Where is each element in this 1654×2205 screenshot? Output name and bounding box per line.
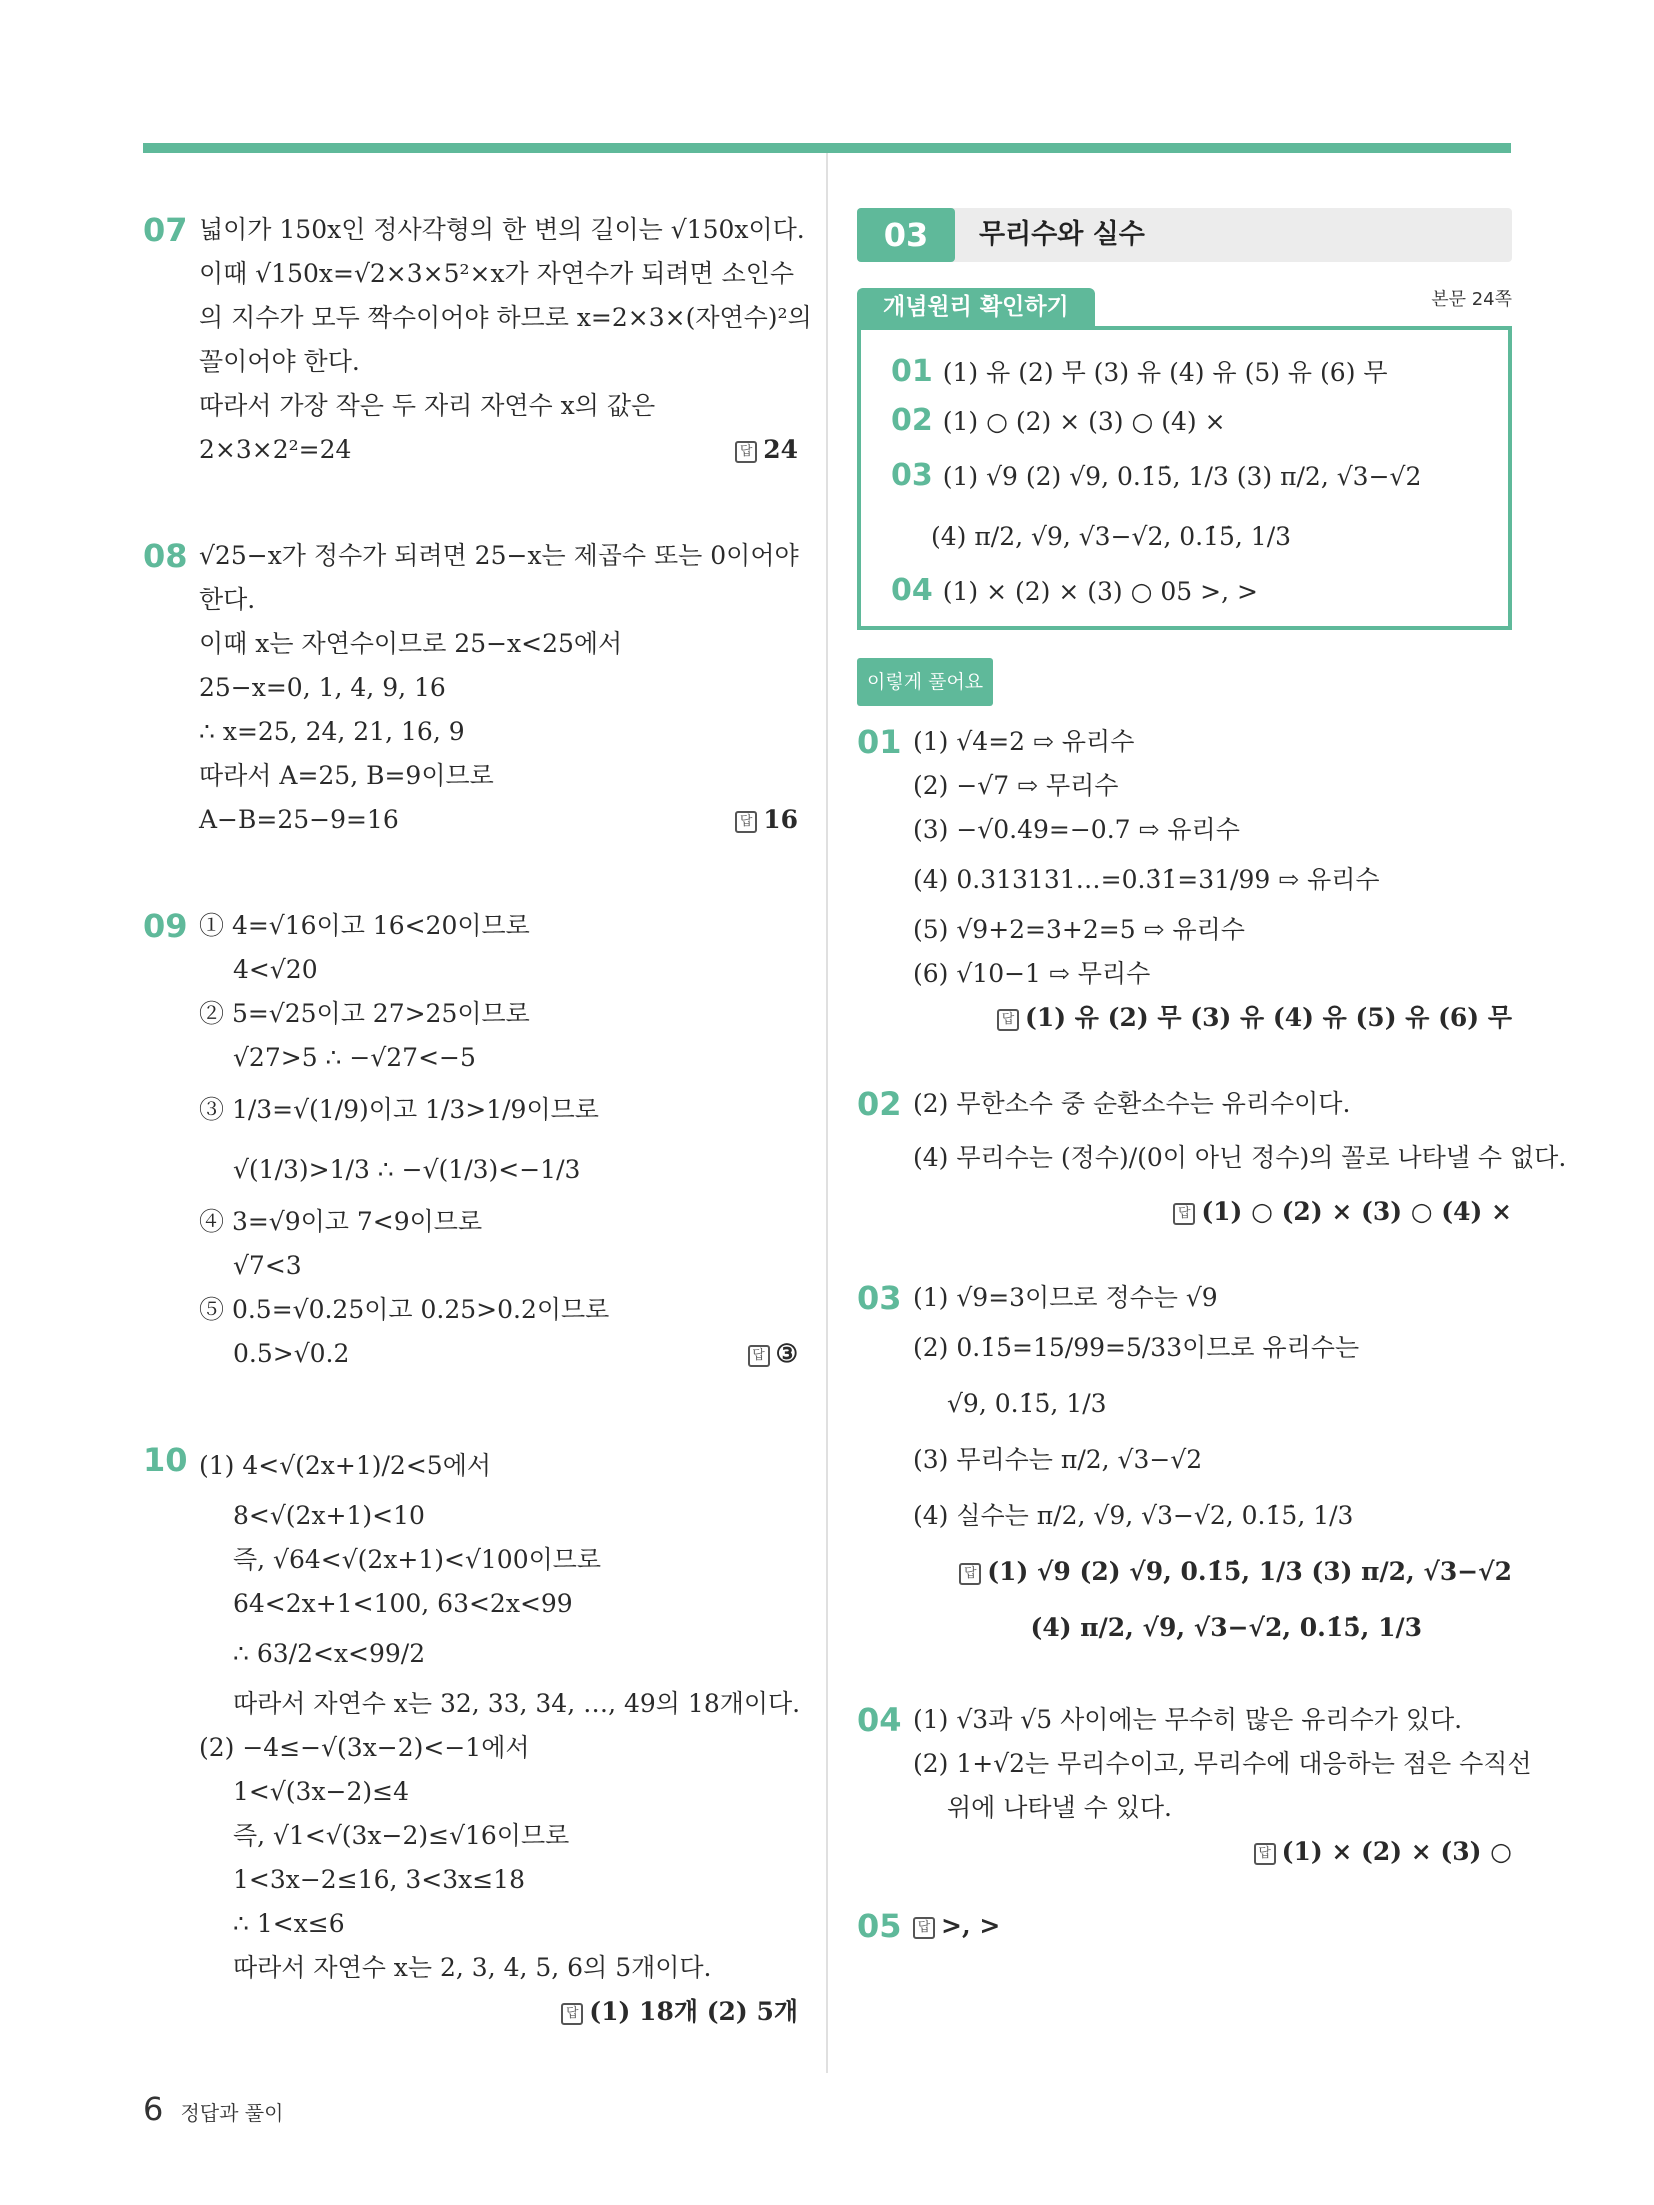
solution-line: 따라서 A=25, B=9이므로 [199, 761, 494, 790]
answer-icon: 답 [997, 1009, 1019, 1031]
solution-line: 넓이가 150x인 정사각형의 한 변의 길이는 √150x이다. [199, 215, 805, 244]
solution-line: (2) 무한소수 중 순환소수는 유리수이다. [913, 1089, 1351, 1118]
solution-line: (4) 무리수는 (정수)/(0이 아닌 정수)의 꼴로 나타낼 수 없다. [913, 1143, 1567, 1172]
solution-01 [857, 720, 1512, 1040]
problem-number: 07 [143, 211, 188, 249]
solution-line: 따라서 자연수 x는 32, 33, 34, …, 49의 18개이다. [233, 1689, 801, 1718]
item-number: 02 [891, 403, 933, 438]
solution-line: (2) 0.1̇5̇=15/99=5/33이므로 유리수는 [913, 1333, 1360, 1362]
solution-line: 1<3x−2≤16, 3<3x≤18 [233, 1865, 525, 1894]
solution-line: 즉, √1<√(3x−2)≤√16이므로 [233, 1821, 570, 1850]
answer-icon: 답 [748, 1345, 770, 1367]
answer-icon: 답 [735, 811, 757, 833]
solution-line: 이때 √150x=√2×3×5²×x가 자연수가 되려면 소인수 [199, 259, 795, 288]
problem-number: 01 [857, 723, 902, 761]
answer: 답 16 [735, 798, 798, 842]
solution-line: 한다. [199, 585, 256, 614]
solution-line: (1) √9=3이므로 정수는 √9 [913, 1283, 1218, 1312]
page-reference: 본문 24쪽 [1431, 289, 1512, 310]
section-header [857, 208, 1512, 262]
problem-number: 09 [143, 907, 188, 945]
solution-line: (6) √10−1 ⇨ 무리수 [913, 959, 1151, 988]
solution-line: 위에 나타낼 수 있다. [947, 1793, 1172, 1822]
solution-line: A−B=25−9=16 [199, 805, 399, 834]
solution-line: √(1/3)>1/3 ∴ −√(1/3)<−1/3 [233, 1155, 581, 1184]
answer-icon: 답 [735, 441, 757, 463]
item-number: 04 [891, 573, 933, 608]
answer-icon: 답 [959, 1563, 981, 1585]
concept-line: 01 (1) 유 (2) 무 (3) 유 (4) 유 (5) 유 (6) 무 [891, 354, 1388, 389]
solution-line: 이때 x는 자연수이므로 25−x<25에서 [199, 629, 623, 658]
solution-line: √25−x가 정수가 되려면 25−x는 제곱수 또는 0이어야 [199, 541, 799, 570]
solution-line: 4<√20 [233, 955, 318, 984]
answer: 답 (1) × (2) × (3) ○ [913, 1830, 1512, 1874]
concept-line: 03 (1) √9 (2) √9, 0.1̇5̇, 1/3 (3) π/2, √3−√2 [891, 458, 1422, 493]
solution-line: √7<3 [233, 1251, 302, 1280]
answer: 답 24 [735, 428, 798, 472]
solution-05 [857, 1904, 1512, 1948]
solution-line: (3) 무리수는 π/2, √3−√2 [913, 1445, 1203, 1474]
answer: 답 (1) ○ (2) × (3) ○ (4) × [913, 1190, 1512, 1234]
concept-tab-row [857, 288, 1512, 326]
page-number: 6 [143, 2090, 164, 2128]
answer: 답 (1) 유 (2) 무 (3) 유 (4) 유 (5) 유 (6) 무 [913, 996, 1512, 1040]
solution-line: ∴ 63/2<x<99/2 [233, 1639, 426, 1668]
solution-line: √9, 0.1̇5̇, 1/3 [947, 1389, 1107, 1418]
problem-08 [143, 534, 798, 842]
answer-icon: 답 [1173, 1203, 1195, 1225]
solution-line: 즉, √64<√(2x+1)<√100이므로 [233, 1545, 602, 1574]
solution-04 [857, 1698, 1532, 1874]
solution-line: 64<2x+1<100, 63<2x<99 [233, 1589, 573, 1618]
solution-line: ① 4=√16이고 16<20이므로 [199, 911, 530, 940]
answer: 답 ③ [748, 1332, 798, 1376]
solution-line: ∴ x=25, 24, 21, 16, 9 [199, 717, 465, 746]
solution-badge: 이렇게 풀어요 [857, 658, 993, 706]
solution-line: 따라서 자연수 x는 2, 3, 4, 5, 6의 5개이다. [233, 1953, 712, 1982]
solution-line: 0.5>√0.2 [233, 1339, 350, 1368]
solution-line: 25−x=0, 1, 4, 9, 16 [199, 673, 446, 702]
answer: 답 >, > [913, 1904, 1512, 1948]
solution-line: 꼴이어야 한다. [199, 347, 360, 376]
solution-line: ∴ 1<x≤6 [233, 1909, 345, 1938]
concept-line: (4) π/2, √9, √3−√2, 0.1̇5̇, 1/3 [931, 522, 1292, 551]
section-title: 무리수와 실수 [979, 219, 1145, 250]
section-number: 03 [857, 208, 955, 262]
page-footer [143, 2090, 283, 2128]
problem-10 [143, 1438, 801, 2034]
solution-03 [857, 1276, 1512, 1656]
answer-icon: 답 [1254, 1843, 1276, 1865]
solution-line: (4) 실수는 π/2, √9, √3−√2, 0.1̇5̇, 1/3 [913, 1501, 1354, 1530]
solution-line: ④ 3=√9이고 7<9이므로 [199, 1207, 483, 1236]
answer-icon: 답 [913, 1917, 935, 1939]
concept-line: 04 (1) × (2) × (3) ○ 05 >, > [891, 573, 1258, 608]
answer: 답 (1) √9 (2) √9, 0.1̇5̇, 1/3 (3) π/2, √3−√2 [913, 1544, 1512, 1600]
problem-number: 10 [143, 1441, 188, 1479]
solution-line: 2×3×2²=24 [199, 435, 352, 464]
concept-check-box [857, 326, 1512, 630]
item-number: 03 [891, 458, 933, 493]
solution-line: (2) −√7 ⇨ 무리수 [913, 771, 1119, 800]
solution-line: √27>5 ∴ −√27<−5 [233, 1043, 476, 1072]
answer: 답 (1) 18개 (2) 5개 [199, 1990, 798, 2034]
problem-07 [143, 208, 812, 472]
problem-number: 03 [857, 1279, 902, 1317]
solution-line: ③ 1/3=√(1/9)이고 1/3>1/9이므로 [199, 1095, 599, 1124]
problem-number: 05 [857, 1907, 902, 1945]
solution-line: (3) −√0.49=−0.7 ⇨ 유리수 [913, 815, 1240, 844]
solution-line: (4) 0.313131…=0.3̇1̇=31/99 ⇨ 유리수 [913, 865, 1380, 894]
answer-icon: 답 [561, 2003, 583, 2025]
left-column [143, 208, 812, 2096]
solution-line: 1<√(3x−2)≤4 [233, 1777, 410, 1806]
problem-09 [143, 904, 798, 1376]
concept-tab: 개념원리 확인하기 [857, 288, 1095, 326]
item-number: 01 [891, 354, 933, 389]
answer-continued: (4) π/2, √9, √3−√2, 0.1̇5̇, 1/3 [1030, 1613, 1422, 1642]
solution-line: (1) 4<√(2x+1)/2<5에서 [199, 1451, 491, 1480]
problem-number: 02 [857, 1085, 902, 1123]
solution-line: (5) √9+2=3+2=5 ⇨ 유리수 [913, 915, 1245, 944]
solution-line: (2) −4≤−√(3x−2)<−1에서 [199, 1733, 530, 1762]
footer-label: 정답과 풀이 [180, 2101, 284, 2125]
right-column [857, 208, 1567, 2010]
solution-line: 의 지수가 모두 짝수이어야 하므로 x=2×3×(자연수)²의 [199, 303, 812, 332]
solution-02 [857, 1082, 1567, 1234]
problem-number: 08 [143, 537, 188, 575]
solution-line: (1) √4=2 ⇨ 유리수 [913, 727, 1135, 756]
solution-line: ② 5=√25이고 27>25이므로 [199, 999, 530, 1028]
column-divider [826, 153, 828, 2073]
solution-line: (2) 1+√2는 무리수이고, 무리수에 대응하는 점은 수직선 [913, 1749, 1532, 1778]
solution-line: 따라서 가장 작은 두 자리 자연수 x의 값은 [199, 391, 656, 420]
problem-number: 04 [857, 1701, 902, 1739]
solution-line: (1) √3과 √5 사이에는 무수히 많은 유리수가 있다. [913, 1705, 1463, 1734]
top-accent-bar [143, 143, 1511, 153]
concept-line: 02 (1) ○ (2) × (3) ○ (4) × [891, 403, 1226, 438]
solution-line: 8<√(2x+1)<10 [233, 1501, 425, 1530]
solution-line: ⑤ 0.5=√0.25이고 0.25>0.2이므로 [199, 1295, 610, 1324]
